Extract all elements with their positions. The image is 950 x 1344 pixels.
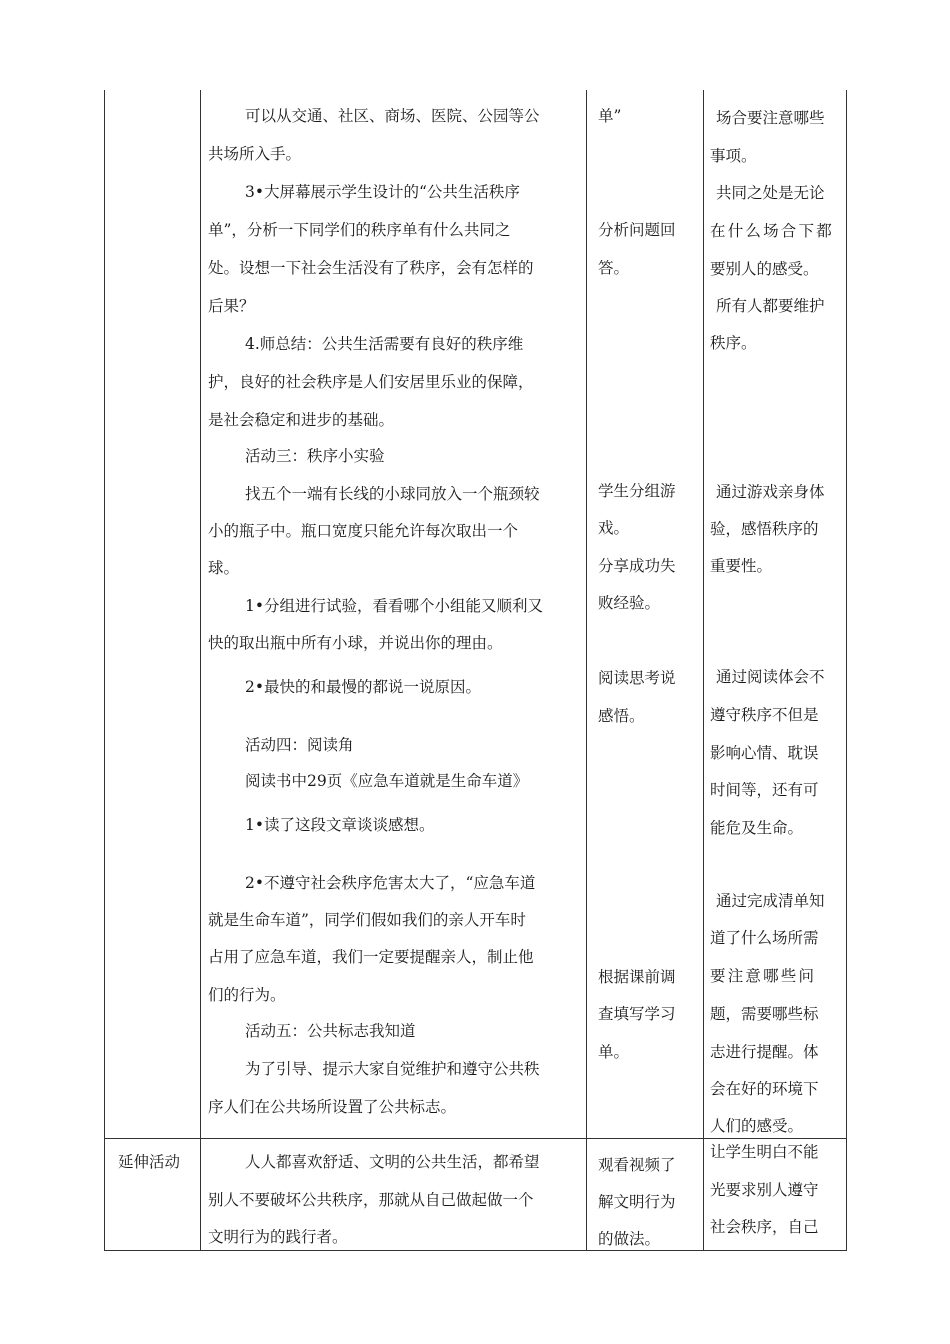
intent-line: 志进行提醒。体 (710, 1043, 819, 1061)
process-line: 是社会稳定和进步的基础。 (208, 411, 395, 429)
process-line: 1•分组进行试验，看看哪个小组能又顺利又 (245, 597, 544, 615)
column-divider-2 (586, 90, 587, 1251)
student-activity-line: 戏。 (598, 519, 630, 537)
activity-heading: 活动四：阅读角 (245, 736, 354, 754)
process-line: 就是生命车道”，同学们假如我们的亲人开车时 (208, 911, 526, 929)
process-line: 可以从交通、社区、商场、医院、公园等公 (245, 107, 540, 125)
intent-line: 会在好的环境下 (710, 1080, 819, 1098)
activity-heading: 活动三：秩序小实验 (245, 447, 385, 465)
activity-heading: 活动五：公共标志我知道 (245, 1022, 416, 1040)
intent-line: 遵守秩序不但是 (710, 706, 819, 724)
intent-line: 事项。 (710, 147, 757, 165)
table-border-bottom (104, 1250, 847, 1251)
process-line: 4.师总结：公共生活需要有良好的秩序维 (245, 335, 524, 353)
intent-line: 时间等，还有可 (710, 781, 819, 799)
column-divider-1 (200, 90, 201, 1251)
intent-line: 道了什么场所需 (710, 929, 819, 947)
intent-line: 光要求别人遵守 (710, 1181, 819, 1199)
intent-line: 能危及生命。 (710, 819, 804, 837)
table-border-left (104, 90, 105, 1251)
intent-line: 让学生明白不能 (710, 1143, 819, 1161)
intent-line: 所有人都要维护 (716, 297, 825, 315)
student-activity-line: 单” (598, 107, 622, 125)
student-activity-line: 分享成功失 (598, 557, 676, 575)
student-activity-line: 查填写学习 (598, 1005, 676, 1023)
intent-line: 影响心情、耽误 (710, 744, 819, 762)
intent-line: 题，需要哪些标 (710, 1005, 819, 1023)
process-line: 占用了应急车道，我们一定要提醒亲人，制止他 (208, 948, 534, 966)
process-line: 找五个一端有长线的小球同放入一个瓶颈较 (245, 485, 540, 503)
process-line: 人人都喜欢舒适、文明的公共生活，都希望 (245, 1153, 540, 1171)
student-activity-line: 观看视频了 (598, 1156, 676, 1174)
process-line: 为了引导、提示大家自觉维护和遵守公共秩 (245, 1060, 540, 1078)
student-activity-line: 败经验。 (598, 594, 661, 612)
student-activity-line: 的做法。 (598, 1230, 661, 1248)
intent-line: 通过阅读体会不 (716, 668, 825, 686)
process-line: 们的行为。 (208, 986, 286, 1004)
table-border-right (846, 90, 847, 1251)
intent-line: 社会秩序，自己 (710, 1218, 819, 1236)
student-activity-line: 单。 (598, 1043, 630, 1061)
intent-line: 重要性。 (710, 557, 773, 575)
process-line: 1•读了这段文章谈谈感想。 (245, 816, 435, 834)
row-divider (104, 1138, 847, 1139)
process-line: 2•最快的和最慢的都说一说原因。 (245, 678, 482, 696)
process-line: 阅读书中29页《应急车道就是生命车道》 (245, 772, 529, 790)
intent-line: 场合要注意哪些 (716, 109, 825, 127)
process-line: 别人不要破坏公共秩序，那就从自己做起做一个 (208, 1191, 534, 1209)
process-line: 序人们在公共场所设置了公共标志。 (208, 1098, 457, 1116)
process-line: 小的瓶子中。瓶口宽度只能允许每次取出一个 (208, 522, 519, 540)
process-line: 单”，分析一下同学们的秩序单有什么共同之 (208, 221, 511, 239)
intent-line: 在什么场合下都 (710, 222, 834, 240)
student-activity-line: 学生分组游 (598, 482, 676, 500)
intent-line: 秩序。 (710, 334, 757, 352)
process-line: 2•不遵守社会秩序危害太大了，“应急车道 (245, 874, 536, 892)
intent-line: 通过游戏亲身体 (716, 483, 825, 501)
process-line: 护，良好的社会秩序是人们安居里乐业的保障， (208, 373, 534, 391)
student-activity-line: 分析问题回 (598, 221, 676, 239)
process-line: 处。设想一下社会生活没有了秩序，会有怎样的 (208, 259, 534, 277)
student-activity-line: 答。 (598, 259, 630, 277)
process-line: 后果？ (208, 297, 255, 315)
process-line: 3•大屏幕展示学生设计的“公共生活秩序 (245, 183, 520, 201)
process-line: 共场所入手。 (208, 145, 302, 163)
student-activity-line: 根据课前调 (598, 968, 676, 986)
process-line: 快的取出瓶中所有小球，并说出你的理由。 (208, 634, 503, 652)
student-activity-line: 解文明行为 (598, 1193, 676, 1211)
column-divider-3 (703, 90, 704, 1251)
process-line: 文明行为的践行者。 (208, 1228, 348, 1246)
section-label-extension-activity: 延伸活动 (118, 1153, 181, 1171)
intent-line: 共同之处是无论 (716, 184, 825, 202)
intent-line: 要别人的感受。 (710, 260, 819, 278)
student-activity-line: 感悟。 (598, 707, 645, 725)
intent-line: 验，感悟秩序的 (710, 520, 819, 538)
intent-line: 人们的感受。 (710, 1117, 804, 1135)
student-activity-line: 阅读思考说 (598, 669, 676, 687)
process-line: 球。 (208, 559, 240, 577)
intent-line: 要注意哪些问 (710, 967, 817, 985)
intent-line: 通过完成清单知 (716, 892, 825, 910)
